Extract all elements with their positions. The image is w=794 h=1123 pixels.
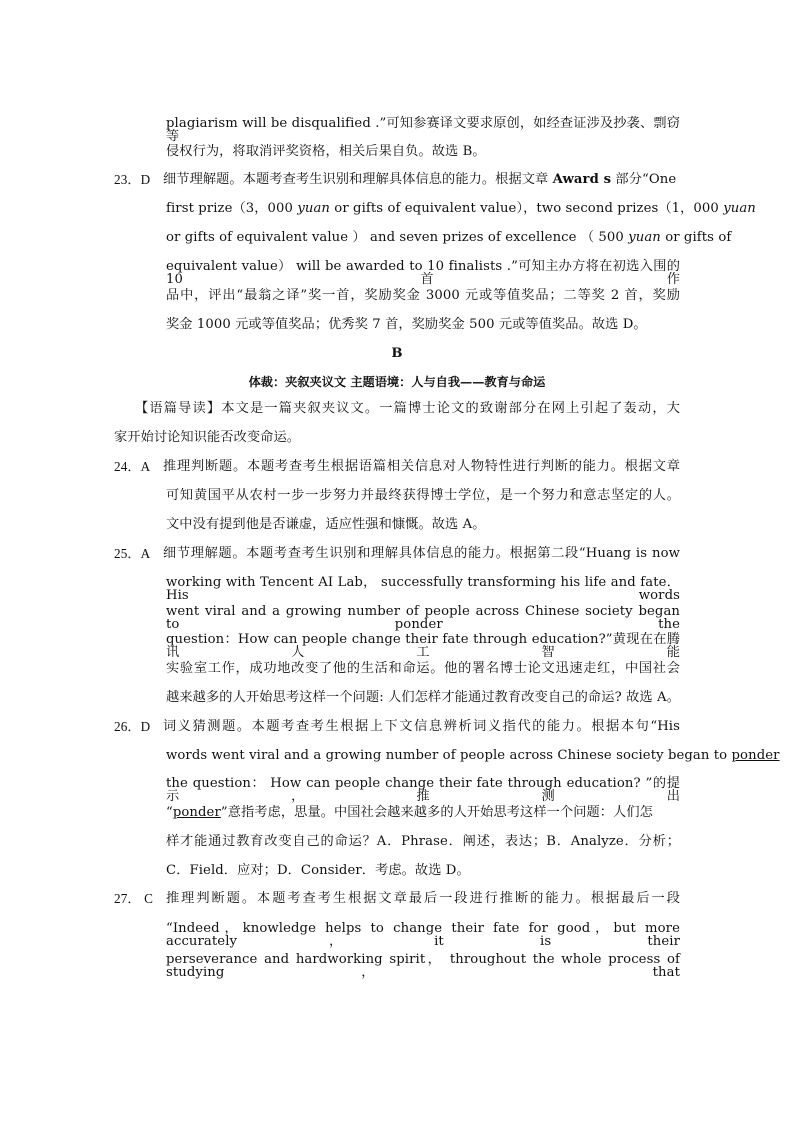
question-number-27: 27． C	[114, 891, 153, 906]
question-23-line-2: first prize（3，000 yuan or gifts of equivalent value），two second prizes（1，000 yuan	[166, 201, 756, 216]
question-23-line-5: 品中，评出“最翁之译”奖一首，奖励奖金 3000 元或等值奖品；二等奖 2 首，奖励	[166, 288, 680, 303]
question-23-line-4: equivalent value） will be awarded to 10 finalists .”可知主办方将在初选入围的 10 首作	[166, 259, 680, 288]
passage-guide-line-1: 【语篇导读】本文是一篇夹叙夹议文。一篇博士论文的致谢部分在网上引起了轰动，大	[135, 401, 680, 416]
question-25-line-2: working with Tencent AI Lab， successfully transforming his life and fate． His words	[166, 575, 680, 604]
question-26-line-2: words went viral and a growing number of people across Chinese society began to ponder	[166, 748, 780, 763]
section-heading: B	[391, 346, 403, 361]
question-24-line-3: 文中没有提到他是否谦虚，适应性强和慷慨。故选 A。	[166, 517, 486, 532]
question-25-line-4: question：How can people change their fate through education?”黄现在在腾讯人工智能	[166, 632, 680, 661]
question-number-26: 26．D	[114, 719, 151, 734]
question-23-line-1: 细节理解题。本题考查考生识别和理解具体信息的能力。根据文章 Award s 部分“One	[163, 172, 677, 187]
question-26-line-5: 样才能通过教育改变自己的命运？A．Phrase．阐述，表达；B．Analyze．分析；	[166, 834, 680, 849]
question-23-line-6: 奖金 1000 元或等值奖品；优秀奖 7 首，奖励奖金 500 元或等值奖品。故选 D。	[166, 317, 647, 332]
question-25-line-1: 细节理解题。本题考查考生识别和理解具体信息的能力。根据第二段“Huang is now	[163, 546, 680, 561]
question-24-line-1: 推理判断题。本题考查考生根据语篇相关信息对人物特性进行判断的能力。根据文章	[163, 459, 680, 474]
genre-line: 体裁：夹叙夹议文 主题语境：人与自我——教育与命运	[248, 375, 546, 389]
question-25-line-3: went viral and a growing number of people across Chinese society began to ponder the	[166, 604, 680, 633]
text-line: plagiarism will be disqualified .”可知参赛译文要求原创，如经查证涉及抄袭、剽窃等	[166, 116, 680, 145]
question-25-line-5: 实验室工作，成功地改变了他的生活和命运。他的署名博士论文迅速走红，中国社会	[166, 661, 680, 676]
question-27-line-1: 推理判断题。本题考查考生根据文章最后一段进行推断的能力。根据最后一段	[166, 891, 680, 906]
question-number-25: 25．A	[114, 546, 151, 561]
question-26-line-4: “ponder”意指考虑，思量。中国社会越来越多的人开始思考这样一个问题：人们怎	[166, 805, 653, 820]
question-24-line-2: 可知黄国平从农村一步一步努力并最终获得博士学位，是一个努力和意志坚定的人。	[166, 488, 680, 503]
question-27-line-2: “Indeed，knowledge helps to change their fate for good，but more accurately，it is their	[166, 921, 680, 950]
question-26-line-3: the question： How can people change their fate through education? ”的提示，推测出	[166, 776, 680, 805]
question-number-24: 24．A	[114, 459, 151, 474]
question-26-line-6: C．Field．应对；D．Consider．考虑。故选 D。	[166, 863, 470, 878]
passage-guide-line-2: 家开始讨论知识能否改变命运。	[114, 430, 301, 445]
question-25-line-6: 越来越多的人开始思考这样一个问题: 人们怎样才能通过教育改变自己的命运? 故选 A。	[166, 690, 680, 705]
question-number-23: 23．D	[114, 172, 151, 187]
question-27-line-3: perseverance and hardworking spirit， throughout the whole process of studying， that	[166, 952, 680, 981]
text-line: 侵权行为，将取消评奖资格，相关后果自负。故选 B。	[166, 144, 486, 159]
question-23-line-3: or gifts of equivalent value ） and seven prizes of excellence （ 500 yuan or gifts of	[166, 230, 732, 245]
question-26-line-1: 词义猜测题。本题考查考生根据上下文信息辨析词义指代的能力。根据本句“His	[163, 719, 680, 734]
